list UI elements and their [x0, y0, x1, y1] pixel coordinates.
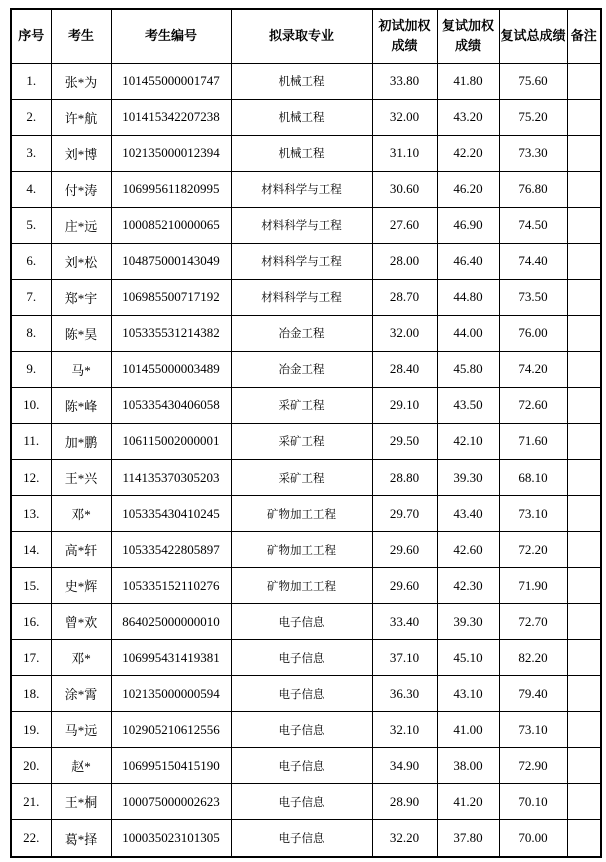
- cell-candidate-name: 陈*昊: [51, 315, 111, 351]
- cell-remark: [567, 171, 601, 207]
- cell-retest-score: 37.80: [437, 820, 499, 857]
- col-header-retest-score: 复试加权成绩: [437, 9, 499, 63]
- cell-total-score: 68.10: [499, 460, 567, 496]
- cell-total-score: 76.80: [499, 171, 567, 207]
- cell-index: 7.: [11, 279, 51, 315]
- cell-major: 电子信息: [231, 604, 372, 640]
- cell-initial-score: 27.60: [372, 207, 437, 243]
- cell-candidate-name: 加*鹏: [51, 423, 111, 459]
- cell-candidate-name: 刘*博: [51, 135, 111, 171]
- table-row: [11, 568, 601, 604]
- cell-index: 2.: [11, 99, 51, 135]
- cell-index: 22.: [11, 820, 51, 857]
- table-row: [11, 640, 601, 676]
- cell-index: 11.: [11, 423, 51, 459]
- cell-initial-score: 29.10: [372, 387, 437, 423]
- cell-index: 1.: [11, 63, 51, 99]
- cell-candidate-name: 张*为: [51, 63, 111, 99]
- cell-candidate-id: 102135000000594: [111, 676, 231, 712]
- table-row: [11, 387, 601, 423]
- cell-retest-score: 43.50: [437, 387, 499, 423]
- cell-major: 采矿工程: [231, 460, 372, 496]
- cell-major: 矿物加工工程: [231, 532, 372, 568]
- cell-initial-score: 28.80: [372, 460, 437, 496]
- cell-major: 电子信息: [231, 784, 372, 820]
- cell-candidate-name: 庄*远: [51, 207, 111, 243]
- cell-retest-score: 46.40: [437, 243, 499, 279]
- cell-initial-score: 32.00: [372, 99, 437, 135]
- table-row: [11, 243, 601, 279]
- cell-initial-score: 29.60: [372, 532, 437, 568]
- cell-remark: [567, 532, 601, 568]
- cell-major: 电子信息: [231, 820, 372, 857]
- table-header: [11, 9, 601, 63]
- cell-index: 5.: [11, 207, 51, 243]
- cell-initial-score: 28.70: [372, 279, 437, 315]
- cell-index: 14.: [11, 532, 51, 568]
- cell-index: 17.: [11, 640, 51, 676]
- cell-index: 20.: [11, 748, 51, 784]
- cell-major: 采矿工程: [231, 423, 372, 459]
- cell-total-score: 82.20: [499, 640, 567, 676]
- cell-candidate-name: 马*远: [51, 712, 111, 748]
- cell-candidate-name: 许*航: [51, 99, 111, 135]
- cell-major: 电子信息: [231, 712, 372, 748]
- cell-initial-score: 37.10: [372, 640, 437, 676]
- cell-remark: [567, 135, 601, 171]
- cell-candidate-id: 100035023101305: [111, 820, 231, 857]
- cell-retest-score: 39.30: [437, 460, 499, 496]
- table-row: [11, 820, 601, 857]
- cell-candidate-name: 刘*松: [51, 243, 111, 279]
- cell-index: 9.: [11, 351, 51, 387]
- cell-initial-score: 33.40: [372, 604, 437, 640]
- cell-retest-score: 38.00: [437, 748, 499, 784]
- cell-major: 冶金工程: [231, 315, 372, 351]
- cell-remark: [567, 243, 601, 279]
- cell-remark: [567, 279, 601, 315]
- cell-initial-score: 29.60: [372, 568, 437, 604]
- cell-remark: [567, 99, 601, 135]
- table-body: [11, 63, 601, 857]
- col-header-candidate: 考生: [51, 9, 111, 63]
- cell-candidate-name: 王*桐: [51, 784, 111, 820]
- cell-total-score: 75.20: [499, 99, 567, 135]
- cell-retest-score: 41.80: [437, 63, 499, 99]
- cell-remark: [567, 568, 601, 604]
- cell-candidate-id: 105335531214382: [111, 315, 231, 351]
- cell-index: 4.: [11, 171, 51, 207]
- cell-major: 电子信息: [231, 748, 372, 784]
- table-row: [11, 748, 601, 784]
- cell-remark: [567, 315, 601, 351]
- table-row: [11, 279, 601, 315]
- cell-total-score: 74.40: [499, 243, 567, 279]
- cell-candidate-id: 102135000012394: [111, 135, 231, 171]
- cell-remark: [567, 387, 601, 423]
- cell-retest-score: 45.10: [437, 640, 499, 676]
- cell-major: 冶金工程: [231, 351, 372, 387]
- cell-remark: [567, 460, 601, 496]
- table-row: [11, 171, 601, 207]
- cell-initial-score: 32.20: [372, 820, 437, 857]
- cell-remark: [567, 712, 601, 748]
- cell-candidate-id: 102905210612556: [111, 712, 231, 748]
- cell-retest-score: 43.10: [437, 676, 499, 712]
- cell-total-score: 71.90: [499, 568, 567, 604]
- col-header-total-score: 复试总成绩: [499, 9, 567, 63]
- table-row: [11, 135, 601, 171]
- cell-major: 机械工程: [231, 63, 372, 99]
- cell-remark: [567, 207, 601, 243]
- cell-initial-score: 32.10: [372, 712, 437, 748]
- cell-remark: [567, 820, 601, 857]
- cell-retest-score: 44.00: [437, 315, 499, 351]
- cell-total-score: 73.10: [499, 712, 567, 748]
- table-row: [11, 460, 601, 496]
- cell-total-score: 73.30: [499, 135, 567, 171]
- cell-retest-score: 46.20: [437, 171, 499, 207]
- cell-major: 材料科学与工程: [231, 279, 372, 315]
- cell-candidate-id: 105335152110276: [111, 568, 231, 604]
- cell-candidate-id: 105335430410245: [111, 496, 231, 532]
- cell-candidate-id: 100075000002623: [111, 784, 231, 820]
- cell-candidate-id: 106995150415190: [111, 748, 231, 784]
- table-row: [11, 99, 601, 135]
- table-row: [11, 784, 601, 820]
- cell-candidate-id: 864025000000010: [111, 604, 231, 640]
- cell-total-score: 74.20: [499, 351, 567, 387]
- col-header-initial-score: 初试加权成绩: [372, 9, 437, 63]
- cell-retest-score: 42.60: [437, 532, 499, 568]
- cell-total-score: 79.40: [499, 676, 567, 712]
- cell-index: 19.: [11, 712, 51, 748]
- cell-remark: [567, 604, 601, 640]
- cell-candidate-id: 101415342207238: [111, 99, 231, 135]
- cell-total-score: 73.10: [499, 496, 567, 532]
- cell-candidate-name: 赵*: [51, 748, 111, 784]
- cell-total-score: 72.90: [499, 748, 567, 784]
- cell-retest-score: 44.80: [437, 279, 499, 315]
- cell-major: 机械工程: [231, 99, 372, 135]
- cell-major: 机械工程: [231, 135, 372, 171]
- cell-major: 采矿工程: [231, 387, 372, 423]
- cell-index: 21.: [11, 784, 51, 820]
- cell-index: 18.: [11, 676, 51, 712]
- table-row: [11, 315, 601, 351]
- cell-major: 矿物加工工程: [231, 496, 372, 532]
- table-row: [11, 496, 601, 532]
- cell-candidate-id: 100085210000065: [111, 207, 231, 243]
- cell-candidate-name: 史*辉: [51, 568, 111, 604]
- table-row: [11, 532, 601, 568]
- cell-index: 10.: [11, 387, 51, 423]
- cell-index: 13.: [11, 496, 51, 532]
- cell-candidate-name: 高*轩: [51, 532, 111, 568]
- cell-index: 8.: [11, 315, 51, 351]
- admission-results-table: [10, 8, 602, 858]
- cell-initial-score: 28.40: [372, 351, 437, 387]
- table-row: [11, 351, 601, 387]
- cell-remark: [567, 676, 601, 712]
- cell-total-score: 71.60: [499, 423, 567, 459]
- cell-index: 12.: [11, 460, 51, 496]
- cell-candidate-name: 邓*: [51, 496, 111, 532]
- cell-candidate-name: 葛*择: [51, 820, 111, 857]
- cell-candidate-id: 104875000143049: [111, 243, 231, 279]
- cell-retest-score: 42.10: [437, 423, 499, 459]
- table-row: [11, 207, 601, 243]
- cell-candidate-name: 邓*: [51, 640, 111, 676]
- cell-candidate-name: 马*: [51, 351, 111, 387]
- cell-candidate-name: 付*涛: [51, 171, 111, 207]
- cell-total-score: 74.50: [499, 207, 567, 243]
- cell-candidate-id: 101455000001747: [111, 63, 231, 99]
- cell-candidate-id: 106115002000001: [111, 423, 231, 459]
- cell-initial-score: 33.80: [372, 63, 437, 99]
- cell-candidate-name: 王*兴: [51, 460, 111, 496]
- cell-remark: [567, 63, 601, 99]
- cell-total-score: 75.60: [499, 63, 567, 99]
- cell-total-score: 76.00: [499, 315, 567, 351]
- cell-index: 6.: [11, 243, 51, 279]
- cell-initial-score: 32.00: [372, 315, 437, 351]
- cell-major: 电子信息: [231, 640, 372, 676]
- cell-major: 矿物加工工程: [231, 568, 372, 604]
- col-header-candidate-id: 考生编号: [111, 9, 231, 63]
- cell-candidate-id: 106985500717192: [111, 279, 231, 315]
- cell-initial-score: 34.90: [372, 748, 437, 784]
- cell-total-score: 72.60: [499, 387, 567, 423]
- cell-candidate-id: 101455000003489: [111, 351, 231, 387]
- cell-remark: [567, 496, 601, 532]
- cell-retest-score: 41.20: [437, 784, 499, 820]
- cell-remark: [567, 748, 601, 784]
- cell-major: 电子信息: [231, 676, 372, 712]
- cell-retest-score: 43.40: [437, 496, 499, 532]
- cell-initial-score: 28.00: [372, 243, 437, 279]
- cell-index: 16.: [11, 604, 51, 640]
- cell-initial-score: 28.90: [372, 784, 437, 820]
- cell-candidate-name: 郑*宇: [51, 279, 111, 315]
- cell-candidate-id: 114135370305203: [111, 460, 231, 496]
- cell-major: 材料科学与工程: [231, 171, 372, 207]
- cell-candidate-id: 106995431419381: [111, 640, 231, 676]
- cell-remark: [567, 423, 601, 459]
- cell-remark: [567, 784, 601, 820]
- cell-retest-score: 45.80: [437, 351, 499, 387]
- cell-total-score: 70.00: [499, 820, 567, 857]
- cell-candidate-name: 涂*霄: [51, 676, 111, 712]
- cell-retest-score: 41.00: [437, 712, 499, 748]
- cell-retest-score: 39.30: [437, 604, 499, 640]
- cell-total-score: 72.70: [499, 604, 567, 640]
- cell-total-score: 70.10: [499, 784, 567, 820]
- cell-initial-score: 30.60: [372, 171, 437, 207]
- table-row: [11, 676, 601, 712]
- cell-initial-score: 29.70: [372, 496, 437, 532]
- table-row: [11, 604, 601, 640]
- cell-total-score: 73.50: [499, 279, 567, 315]
- table-row: [11, 712, 601, 748]
- cell-candidate-id: 105335422805897: [111, 532, 231, 568]
- admission-list-document: [10, 8, 602, 858]
- cell-retest-score: 42.20: [437, 135, 499, 171]
- cell-retest-score: 42.30: [437, 568, 499, 604]
- cell-initial-score: 36.30: [372, 676, 437, 712]
- cell-index: 3.: [11, 135, 51, 171]
- col-header-remark: 备注: [567, 9, 601, 63]
- cell-remark: [567, 351, 601, 387]
- cell-retest-score: 46.90: [437, 207, 499, 243]
- cell-remark: [567, 640, 601, 676]
- table-row: [11, 63, 601, 99]
- cell-total-score: 72.20: [499, 532, 567, 568]
- col-header-major: 拟录取专业: [231, 9, 372, 63]
- cell-candidate-name: 曾*欢: [51, 604, 111, 640]
- table-row: [11, 423, 601, 459]
- cell-initial-score: 31.10: [372, 135, 437, 171]
- cell-major: 材料科学与工程: [231, 207, 372, 243]
- cell-retest-score: 43.20: [437, 99, 499, 135]
- cell-major: 材料科学与工程: [231, 243, 372, 279]
- cell-index: 15.: [11, 568, 51, 604]
- header-row: [11, 9, 601, 63]
- cell-candidate-name: 陈*峰: [51, 387, 111, 423]
- cell-candidate-id: 105335430406058: [111, 387, 231, 423]
- cell-candidate-id: 106995611820995: [111, 171, 231, 207]
- col-header-index: 序号: [11, 9, 51, 63]
- cell-initial-score: 29.50: [372, 423, 437, 459]
